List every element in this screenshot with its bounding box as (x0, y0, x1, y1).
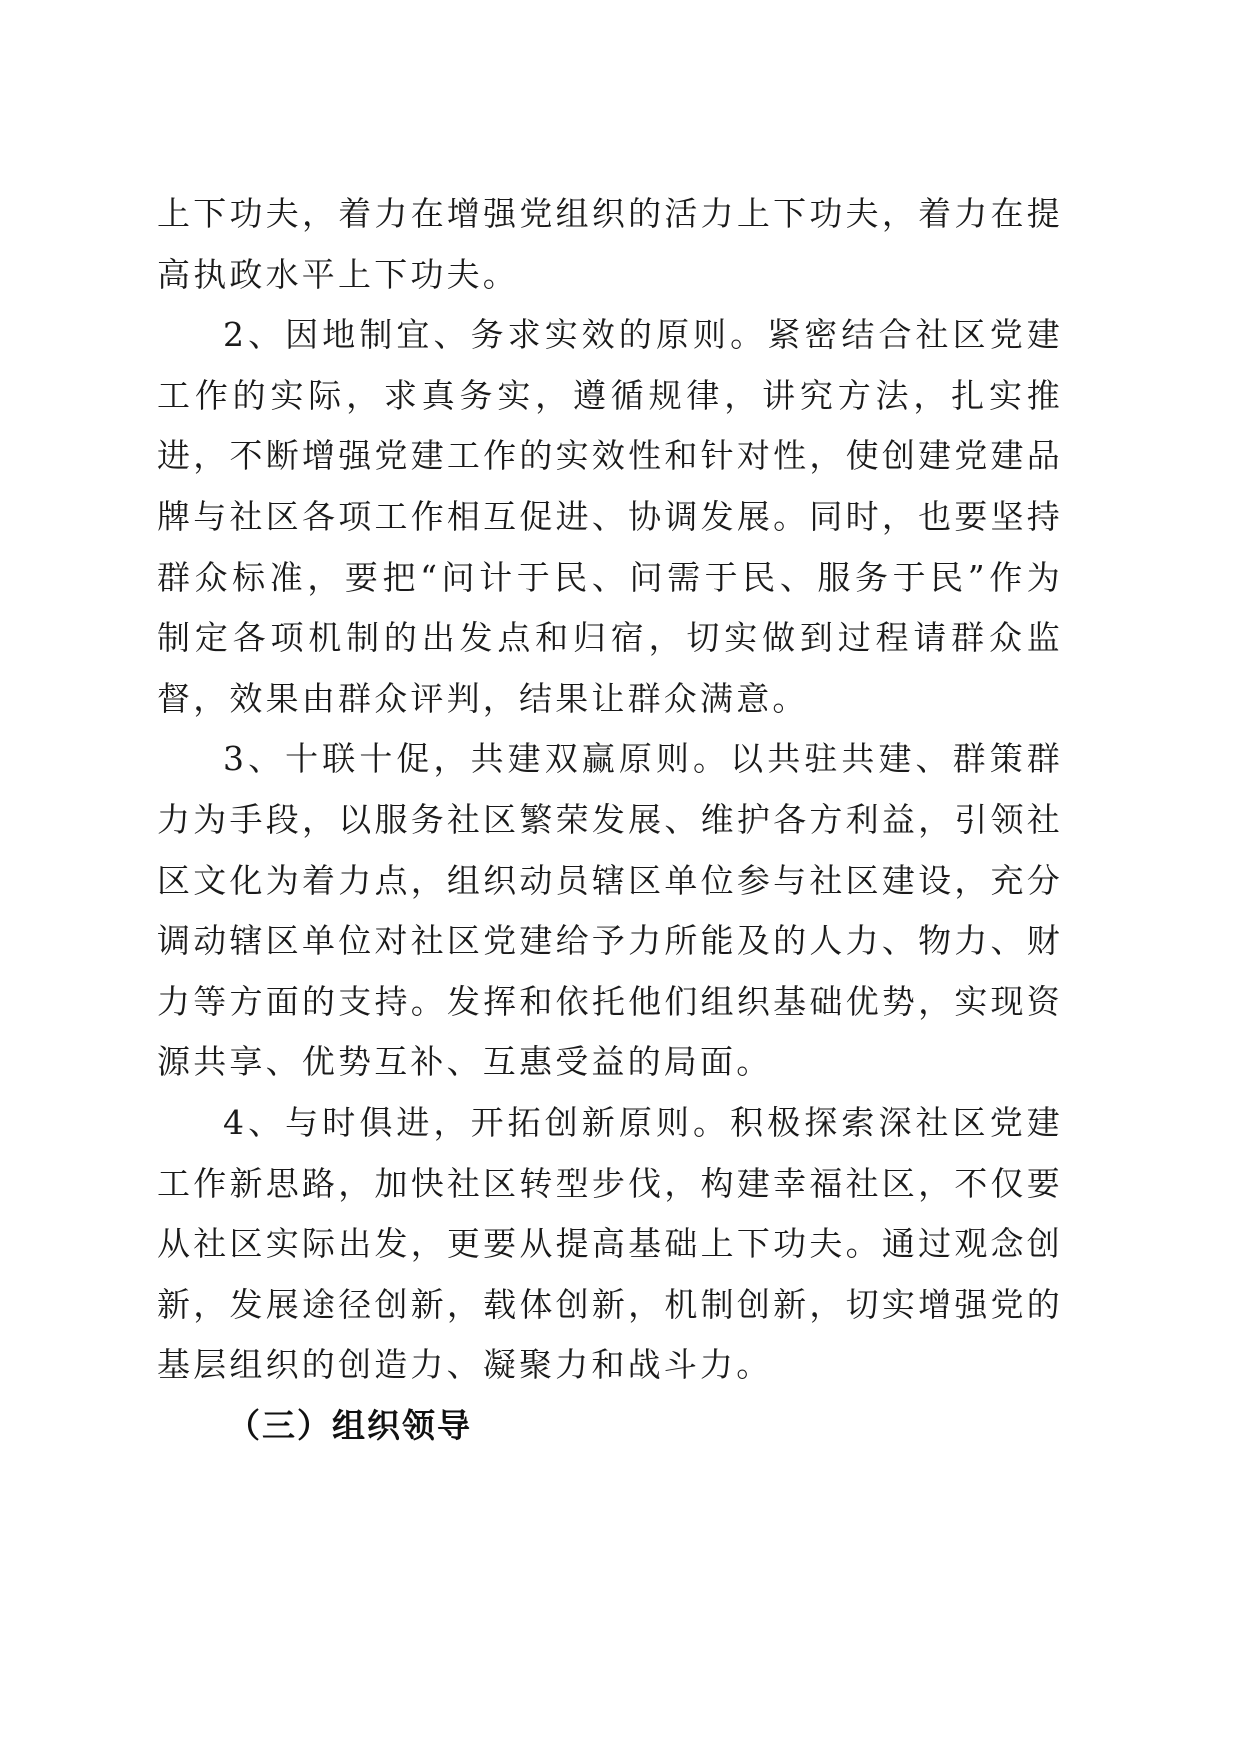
document-body (157, 184, 1063, 1456)
paragraph-principle-3: 3、十联十促，共建双赢原则。以共驻共建、群策群力为手段，以服务社区繁荣发展、维护各方利益，引领社区文化为着力点，组织动员辖区单位参与社区建设，充分调动辖区单位对社区党建给予力所能及的人力、物力、财力等方面的支持。发挥和依托他们组织基础优势，实现资源共享、优势互补、互惠受益的局面。 (157, 739, 1063, 1082)
section-heading-organization-leadership: （三）组织领导 (227, 1405, 472, 1445)
paragraph-principle-2: 2、因地制宜、务求实效的原则。紧密结合社区党建工作的实际，求真务实，遵循规律，讲究方法，扎实推进，不断增强党建工作的实效性和针对性，使创建党建品牌与社区各项工作相互促进、协调发展。同时，也要坚持群众标准，要把“问计于民、问需于民、服务于民”作为制定各项机制的出发点和归宿，切实做到过程请群众监督，效果由群众评判，结果让群众满意。 (157, 315, 1063, 718)
paragraph-principle-4: 4、与时俱进，开拓创新原则。积极探索深社区党建工作新思路，加快社区转型步伐，构建幸福社区，不仅要从社区实际出发，更要从提高基础上下功夫。通过观念创新，发展途径创新，载体创新，机制创新，切实增强党的基层组织的创造力、凝聚力和战斗力。 (157, 1102, 1063, 1385)
paragraph-continuation: 上下功夫，着力在增强党组织的活力上下功夫，着力在提高执政水平上下功夫。 (157, 194, 1063, 294)
